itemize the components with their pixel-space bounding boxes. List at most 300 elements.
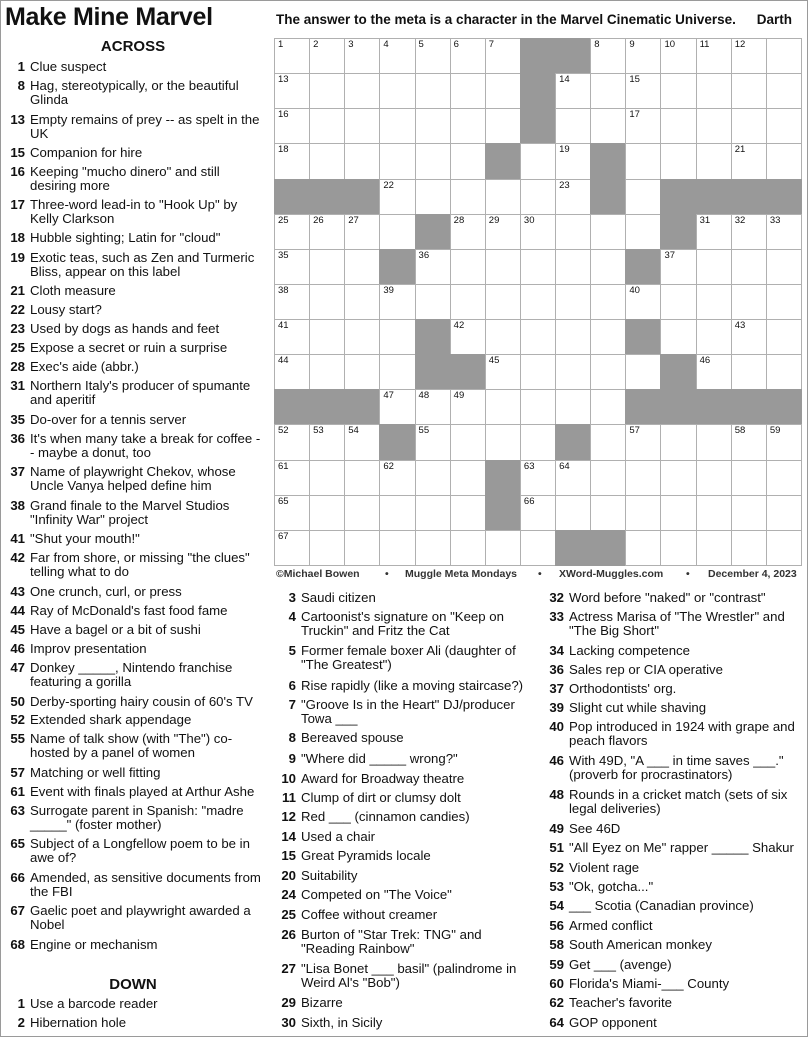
grid-cell[interactable] <box>274 214 310 250</box>
grid-cell[interactable] <box>344 73 380 109</box>
clue-text: "Ok, gotcha..." <box>569 879 654 894</box>
grid-cell[interactable] <box>625 530 661 566</box>
grid-cell[interactable] <box>415 73 451 109</box>
grid-cell[interactable] <box>274 284 310 320</box>
clue-number: 25 <box>281 907 296 922</box>
grid-cell[interactable] <box>520 214 556 250</box>
grid-cell[interactable] <box>696 249 732 285</box>
grid-cell[interactable] <box>344 214 380 250</box>
clue-number: 6 <box>288 678 296 693</box>
grid-cell[interactable] <box>344 319 380 355</box>
clue-number: 65 <box>10 836 25 851</box>
grid-cell[interactable] <box>344 354 380 390</box>
black-square <box>660 179 696 215</box>
grid-cell[interactable] <box>309 284 345 320</box>
cell-number: 67 <box>278 530 289 542</box>
clue-text: Do-over for a tennis server <box>30 412 187 427</box>
grid-cell[interactable] <box>520 143 556 179</box>
grid-cell[interactable] <box>379 284 415 320</box>
clue-number: 49 <box>549 821 564 836</box>
black-square <box>625 389 661 425</box>
grid-cell[interactable] <box>415 284 451 320</box>
clue-text: Suitability <box>301 868 358 883</box>
grid-cell[interactable] <box>274 73 310 109</box>
cell-number: 53 <box>313 425 324 437</box>
cell-number: 28 <box>453 214 465 226</box>
clue-text: Burton of "Star Trek: TNG" and "Reading Rainbow" <box>301 927 482 956</box>
clue-text: Get ___ (avenge) <box>569 957 672 972</box>
grid-cell[interactable] <box>555 143 591 179</box>
grid-cell[interactable] <box>450 424 486 460</box>
grid-cell[interactable] <box>450 214 486 250</box>
grid-cell[interactable] <box>590 38 626 74</box>
clue-text: Award for Broadway theatre <box>301 771 465 786</box>
grid-cell[interactable] <box>415 530 451 566</box>
meta-note-text: The answer to the meta is a character in the Marvel Cinematic Universe. <box>276 12 736 27</box>
cell-number: 35 <box>278 249 289 261</box>
clue-text: Cartoonist's signature on "Keep on Truckin" and Fritz the Cat <box>301 609 504 638</box>
grid-cell[interactable] <box>520 495 556 531</box>
cell-number: 10 <box>664 39 676 50</box>
clue-number: 32 <box>549 590 564 605</box>
grid-cell[interactable] <box>766 38 802 74</box>
grid-cell[interactable] <box>274 319 310 355</box>
cell-number: 4 <box>383 39 389 50</box>
grid-cell[interactable] <box>379 108 415 144</box>
black-square <box>590 179 626 215</box>
black-square <box>660 354 696 390</box>
clue-text: Hubble sighting; Latin for "cloud" <box>30 230 221 245</box>
cell-number: 38 <box>278 284 289 296</box>
grid-cell[interactable] <box>590 108 626 144</box>
grid-cell[interactable] <box>696 319 732 355</box>
grid-cell[interactable] <box>625 179 661 215</box>
grid-cell[interactable] <box>485 424 521 460</box>
grid-cell[interactable] <box>450 179 486 215</box>
cell-number: 18 <box>278 144 289 156</box>
grid-cell[interactable] <box>485 319 521 355</box>
black-square <box>696 389 732 425</box>
grid-cell[interactable] <box>766 214 802 250</box>
grid-cell[interactable] <box>625 214 661 250</box>
clue-text: "Lisa Bonet ___ basil" (palindrome in Weird Al's "Bob") <box>301 961 517 990</box>
grid-cell[interactable] <box>274 530 310 566</box>
grid-cell[interactable] <box>731 108 767 144</box>
grid-cell[interactable] <box>660 284 696 320</box>
clue-number: 44 <box>10 603 25 618</box>
grid-cell[interactable] <box>520 284 556 320</box>
grid-cell[interactable] <box>344 530 380 566</box>
grid-cell[interactable] <box>450 108 486 144</box>
grid-cell[interactable] <box>485 354 521 390</box>
grid-cell[interactable] <box>696 214 732 250</box>
grid-cell[interactable] <box>696 530 732 566</box>
grid-cell[interactable] <box>274 38 310 74</box>
grid-cell[interactable] <box>274 249 310 285</box>
black-square <box>309 389 345 425</box>
grid-cell[interactable] <box>309 143 345 179</box>
grid-cell[interactable] <box>274 354 310 390</box>
grid-cell[interactable] <box>555 354 591 390</box>
grid-cell[interactable] <box>309 38 345 74</box>
grid-cell[interactable] <box>309 108 345 144</box>
grid-cell[interactable] <box>766 73 802 109</box>
grid-cell[interactable] <box>415 389 451 425</box>
grid-cell[interactable] <box>766 460 802 496</box>
clue-number: 39 <box>549 700 564 715</box>
grid-cell[interactable] <box>309 249 345 285</box>
grid-cell[interactable] <box>450 319 486 355</box>
clue-number: 41 <box>10 531 25 546</box>
grid-cell[interactable] <box>660 424 696 460</box>
grid-cell[interactable] <box>625 495 661 531</box>
grid-cell[interactable] <box>485 179 521 215</box>
cell-number: 7 <box>488 39 495 50</box>
grid-cell[interactable] <box>731 319 767 355</box>
grid-cell[interactable] <box>625 73 661 109</box>
grid-cell[interactable] <box>415 179 451 215</box>
black-square <box>415 354 451 390</box>
grid-cell[interactable] <box>696 143 732 179</box>
grid-cell[interactable] <box>696 424 732 460</box>
clue-text: Gaelic poet and playwright awarded a Nobel <box>30 903 251 932</box>
grid-cell[interactable] <box>485 73 521 109</box>
grid-cell[interactable] <box>766 424 802 460</box>
grid-cell[interactable] <box>485 38 521 74</box>
meta-answer-hint: Darth <box>756 12 792 27</box>
grid-cell[interactable] <box>520 319 556 355</box>
clue-text: Amended, as sensitive documents from the FBI <box>30 870 261 899</box>
grid-cell[interactable] <box>344 108 380 144</box>
grid-cell[interactable] <box>590 284 626 320</box>
cell-number: 3 <box>348 39 354 50</box>
cell-number: 22 <box>383 179 394 191</box>
clue-number: 29 <box>281 995 296 1010</box>
down-heading: DOWN <box>109 976 157 993</box>
grid-cell[interactable] <box>344 38 380 74</box>
grid-cell[interactable] <box>274 143 310 179</box>
grid-cell[interactable] <box>450 495 486 531</box>
grid-cell[interactable] <box>625 108 661 144</box>
grid-cell[interactable] <box>309 354 345 390</box>
grid-cell[interactable] <box>590 73 626 109</box>
black-square <box>520 73 556 109</box>
cell-number: 57 <box>629 425 640 437</box>
grid-cell[interactable] <box>520 530 556 566</box>
clue-text: Engine or mechanism <box>30 937 158 952</box>
grid-cell[interactable] <box>766 143 802 179</box>
grid-cell[interactable] <box>731 495 767 531</box>
cell-number: 15 <box>629 74 640 86</box>
black-square <box>660 389 696 425</box>
grid-cell[interactable] <box>309 460 345 496</box>
clue-text: Lousy start? <box>30 302 102 317</box>
clue-text: Donkey _____, Nintendo franchise featuring a gorilla <box>30 660 233 689</box>
grid-cell[interactable] <box>450 530 486 566</box>
grid-cell[interactable] <box>555 460 591 496</box>
grid-cell[interactable] <box>766 495 802 531</box>
clue-number: 54 <box>549 898 564 913</box>
grid-cell[interactable] <box>731 249 767 285</box>
black-square <box>485 495 521 531</box>
clue-number: 42 <box>10 550 25 565</box>
black-square <box>379 424 415 460</box>
grid-cell[interactable] <box>590 460 626 496</box>
grid-cell[interactable] <box>555 179 591 215</box>
clue-text: ___ Scotia (Canadian province) <box>569 898 754 913</box>
grid-cell[interactable] <box>344 143 380 179</box>
grid-cell[interactable] <box>450 284 486 320</box>
clue-number: 17 <box>10 197 25 212</box>
black-square <box>766 389 802 425</box>
grid-cell[interactable] <box>309 73 345 109</box>
grid-cell[interactable] <box>625 424 661 460</box>
grid-cell[interactable] <box>415 424 451 460</box>
cell-number: 2 <box>313 39 319 50</box>
grid-cell[interactable] <box>379 73 415 109</box>
clue-text: Extended shark appendage <box>30 712 192 727</box>
grid-cell[interactable] <box>520 424 556 460</box>
cell-number: 27 <box>348 214 359 226</box>
clue-text: Surrogate parent in Spanish: "madre _____" (foster mother) <box>30 803 244 832</box>
grid-cell[interactable] <box>415 108 451 144</box>
grid-cell[interactable] <box>696 495 732 531</box>
black-square <box>696 179 732 215</box>
grid-cell[interactable] <box>766 319 802 355</box>
clue-text: With 49D, "A ___ in time saves ___." (proverb for procrastinators) <box>569 753 784 782</box>
grid-cell[interactable] <box>660 495 696 531</box>
grid-cell[interactable] <box>485 214 521 250</box>
cell-number: 63 <box>523 460 535 472</box>
grid-cell[interactable] <box>590 214 626 250</box>
cell-number: 12 <box>734 39 746 50</box>
black-square <box>555 38 591 74</box>
grid-cell[interactable] <box>485 249 521 285</box>
clue-number: 3 <box>288 590 296 605</box>
grid-cell[interactable] <box>590 319 626 355</box>
credit-series: Muggle Meta Mondays <box>405 568 518 580</box>
grid-cell[interactable] <box>696 108 732 144</box>
grid-cell[interactable] <box>344 424 380 460</box>
grid-cell[interactable] <box>415 460 451 496</box>
grid-cell[interactable] <box>379 319 415 355</box>
clue-text: Slight cut while shaving <box>569 700 707 715</box>
clue-text: Three-word lead-in to "Hook Up" by Kelly Clarkson <box>30 197 238 226</box>
grid-cell[interactable] <box>485 530 521 566</box>
grid-cell[interactable] <box>731 214 767 250</box>
clue-text: Ray of McDonald's fast food fame <box>30 603 228 618</box>
grid-cell[interactable] <box>309 214 345 250</box>
clue-text: Have a bagel or a bit of sushi <box>30 622 201 637</box>
grid-cell[interactable] <box>660 73 696 109</box>
clue-text: Empty remains of prey -- as spelt in the UK <box>30 112 260 141</box>
grid-cell[interactable] <box>555 319 591 355</box>
black-square <box>555 530 591 566</box>
grid-cell[interactable] <box>274 108 310 144</box>
clue-number: 60 <box>549 976 564 991</box>
grid-cell[interactable] <box>485 284 521 320</box>
grid-cell[interactable] <box>415 249 451 285</box>
grid-cell[interactable] <box>555 495 591 531</box>
black-square <box>344 179 380 215</box>
cell-number: 32 <box>734 214 746 226</box>
grid-cell[interactable] <box>660 38 696 74</box>
credit-date: December 4, 2023 <box>708 568 797 580</box>
clue-text: Competed on "The Voice" <box>301 887 452 902</box>
black-square <box>274 389 310 425</box>
grid-cell[interactable] <box>450 389 486 425</box>
grid-cell[interactable] <box>309 495 345 531</box>
clue-text: Sales rep or CIA operative <box>569 662 723 677</box>
grid-cell[interactable] <box>555 214 591 250</box>
grid-cell[interactable] <box>731 38 767 74</box>
clue-number: 10 <box>281 771 296 786</box>
grid-cell[interactable] <box>555 249 591 285</box>
grid-cell[interactable] <box>415 143 451 179</box>
cell-number: 47 <box>383 390 394 402</box>
grid-cell[interactable] <box>485 108 521 144</box>
grid-cell[interactable] <box>274 460 310 496</box>
grid-cell[interactable] <box>450 38 486 74</box>
grid-cell[interactable] <box>696 354 732 390</box>
clue-text: Coffee without creamer <box>301 907 438 922</box>
grid-cell[interactable] <box>590 249 626 285</box>
grid-cell[interactable] <box>696 73 732 109</box>
grid-cell[interactable] <box>696 284 732 320</box>
grid-cell[interactable] <box>660 460 696 496</box>
grid-cell[interactable] <box>520 354 556 390</box>
grid-cell[interactable] <box>660 319 696 355</box>
grid-cell[interactable] <box>696 460 732 496</box>
grid-cell[interactable] <box>590 354 626 390</box>
grid-cell[interactable] <box>590 424 626 460</box>
grid-cell[interactable] <box>731 460 767 496</box>
clue-number: 64 <box>549 1015 564 1030</box>
clue-text: Event with finals played at Arthur Ashe <box>30 784 255 799</box>
grid-cell[interactable] <box>520 179 556 215</box>
grid-cell[interactable] <box>625 143 661 179</box>
grid-cell[interactable] <box>274 495 310 531</box>
grid-cell[interactable] <box>379 530 415 566</box>
grid-cell[interactable] <box>309 424 345 460</box>
cell-number: 44 <box>278 355 289 367</box>
grid-cell[interactable] <box>766 108 802 144</box>
grid-cell[interactable] <box>379 143 415 179</box>
grid-cell[interactable] <box>274 424 310 460</box>
cell-number: 1 <box>278 39 284 50</box>
grid-cell[interactable] <box>450 460 486 496</box>
grid-cell[interactable] <box>766 530 802 566</box>
clue-number: 8 <box>288 730 296 745</box>
clue-number: 20 <box>281 868 296 883</box>
grid-cell[interactable] <box>344 284 380 320</box>
grid-cell[interactable] <box>309 319 345 355</box>
grid-cell[interactable] <box>415 495 451 531</box>
grid-cell[interactable] <box>590 495 626 531</box>
clue-text: One crunch, curl, or press <box>30 584 182 599</box>
grid-cell[interactable] <box>766 249 802 285</box>
cell-number: 31 <box>699 214 711 226</box>
crossword-grid[interactable] <box>274 38 801 565</box>
grid-cell[interactable] <box>520 460 556 496</box>
clue-text: Great Pyramids locale <box>301 848 431 863</box>
grid-cell[interactable] <box>731 354 767 390</box>
grid-cell[interactable] <box>731 73 767 109</box>
grid-cell[interactable] <box>450 73 486 109</box>
grid-cell[interactable] <box>660 249 696 285</box>
grid-cell[interactable] <box>660 108 696 144</box>
grid-cell[interactable] <box>625 38 661 74</box>
grid-cell[interactable] <box>379 389 415 425</box>
grid-cell[interactable] <box>485 389 521 425</box>
clue-number: 51 <box>549 840 564 855</box>
clue-text: Matching or well fitting <box>30 765 161 780</box>
grid-cell[interactable] <box>379 214 415 250</box>
grid-cell[interactable] <box>731 284 767 320</box>
grid-cell[interactable] <box>379 179 415 215</box>
cell-number: 36 <box>418 249 430 261</box>
clue-number: 59 <box>549 957 564 972</box>
grid-cell[interactable] <box>555 73 591 109</box>
grid-cell[interactable] <box>344 249 380 285</box>
grid-cell[interactable] <box>520 389 556 425</box>
clue-number: 22 <box>10 302 25 317</box>
grid-cell[interactable] <box>379 495 415 531</box>
grid-cell[interactable] <box>660 143 696 179</box>
grid-cell[interactable] <box>379 460 415 496</box>
cell-number: 43 <box>734 320 746 332</box>
grid-cell[interactable] <box>731 424 767 460</box>
clue-text: GOP opponent <box>569 1015 657 1030</box>
grid-cell[interactable] <box>555 284 591 320</box>
grid-cell[interactable] <box>625 284 661 320</box>
cell-number: 5 <box>418 39 424 50</box>
cell-number: 13 <box>278 74 289 86</box>
black-square <box>731 389 767 425</box>
cell-number: 49 <box>453 390 465 402</box>
clue-number: 24 <box>281 887 296 902</box>
black-square <box>625 319 661 355</box>
grid-cell[interactable] <box>450 249 486 285</box>
grid-cell[interactable] <box>590 389 626 425</box>
clue-text: Rounds in a cricket match (sets of six legal deliveries) <box>569 787 788 816</box>
grid-cell[interactable] <box>766 284 802 320</box>
grid-cell[interactable] <box>731 143 767 179</box>
grid-cell[interactable] <box>415 38 451 74</box>
grid-cell[interactable] <box>379 38 415 74</box>
grid-cell[interactable] <box>309 530 345 566</box>
grid-cell[interactable] <box>766 354 802 390</box>
black-square <box>625 249 661 285</box>
clue-text: Orthodontists' org. <box>569 681 677 696</box>
clue-text: Keeping "mucho dinero" and still desiring more <box>30 164 220 193</box>
grid-cell[interactable] <box>696 38 732 74</box>
grid-cell[interactable] <box>625 460 661 496</box>
grid-cell[interactable] <box>555 108 591 144</box>
grid-cell[interactable] <box>344 460 380 496</box>
grid-cell[interactable] <box>555 389 591 425</box>
grid-cell[interactable] <box>379 354 415 390</box>
grid-cell[interactable] <box>344 495 380 531</box>
grid-cell[interactable] <box>625 354 661 390</box>
grid-cell[interactable] <box>520 249 556 285</box>
black-square <box>660 214 696 250</box>
grid-cell[interactable] <box>450 143 486 179</box>
grid-cell[interactable] <box>660 530 696 566</box>
grid-cell[interactable] <box>731 530 767 566</box>
clue-text: "Shut your mouth!" <box>30 531 140 546</box>
clue-text: Improv presentation <box>30 641 147 656</box>
